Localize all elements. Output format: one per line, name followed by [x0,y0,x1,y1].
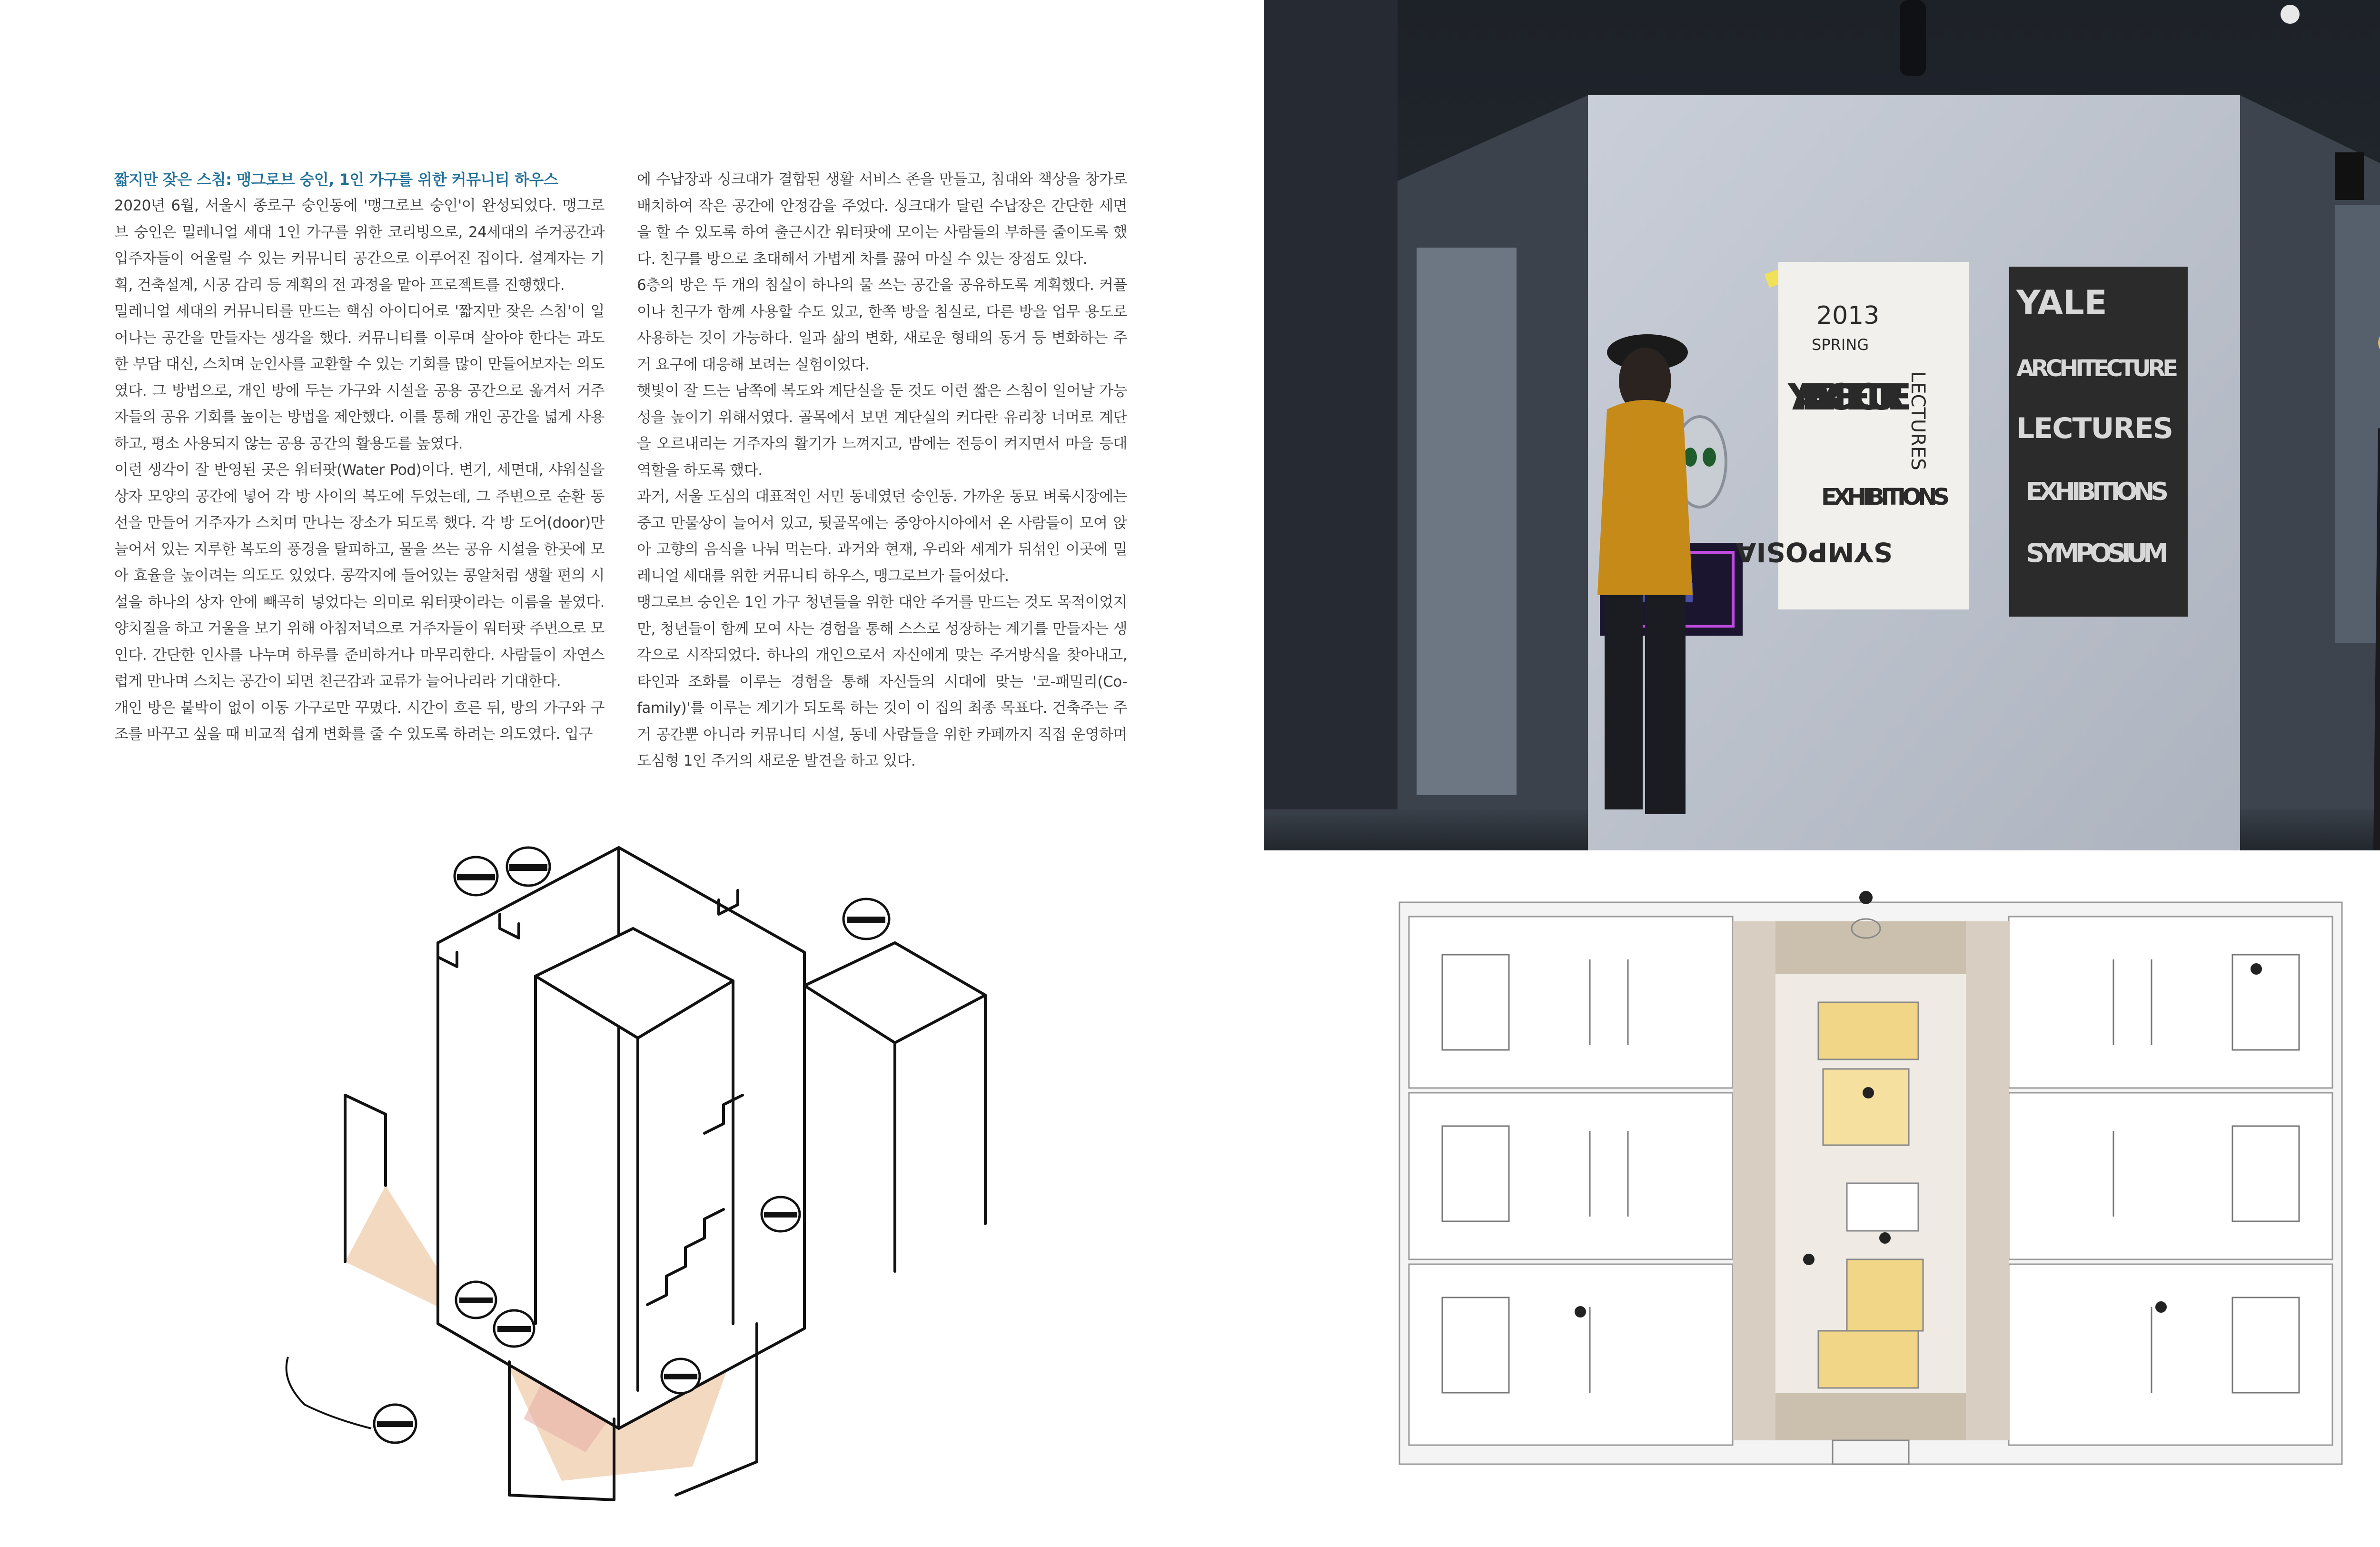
poster-left-season: SPRING [1812,336,1869,354]
paragraph: 6층의 방은 두 개의 침실이 하나의 물 쓰는 공간을 공유하도록 계획했다. 커플이나 친구가 함께 사용할 수도 있고, 한쪽 방을 침실로, 다른 방을 업무 용도로 사용하는 것이 가능하다. 일과 삶의 변화, 새로운 형태의 동거 등 변화하는 주거 요구에 대응해 보려는 실험이었다. [637,277,1127,373]
building-sketch-illustration [276,819,1047,1514]
poster-left-year: 2013 [1816,301,1880,330]
poster-right-line: ARCHITECTURE [2016,355,2178,382]
floor-plan-illustration [1390,888,2351,1478]
article-heading: 짧지만 잦은 스침: 맹그로브 숭인, 1인 가구를 위한 커뮤니티 하우스 [114,170,558,189]
paragraph: 개인 방은 붙박이 없이 이동 가구로만 꾸몄다. 시간이 흐른 뒤, 방의 가구와 구조를 바꾸고 싶을 때 비교적 쉽게 변화를 줄 수 있도록 하려는 의도였다. 입구 [114,699,605,743]
paragraph: 에 수납장과 싱크대가 결합된 생활 서비스 존을 만들고, 침대와 책상을 창가로 배치하여 작은 공간에 안정감을 주었다. 싱크대가 달린 수납장은 간단한 세면을 할 수 있도록 하여 출근시간 워터팟에 모이는 사람들의 부하를 줄이도록 했다. 친구를 방으로 초대해서 가볍게 차를 끓여 마실 수 있는 장점도 있다. [637,171,1127,268]
poster-left-side: LECTURES [1907,371,1929,470]
paragraph: 햇빛이 잘 드는 남쪽에 복도와 계단실을 둔 것도 이런 짧은 스침이 일어날 가능성을 높이기 위해서였다. 골목에서 보면 계단실의 커다란 유리창 너머로 계단을 오르내리는 거주자의 활기가 느껴지고, 밤에는 전등이 켜지면서 마을 등대 역할을 하도록 했다. [637,382,1127,479]
paragraph: 밀레니얼 세대의 커뮤니티를 만드는 핵심 아이디어로 '짧지만 잦은 스침'이 일어나는 공간을 만들자는 생각을 했다. 커뮤니티를 이루며 살아야 한다는 과도한 부담 대신, 스치며 눈인사를 교환할 수 있는 기회를 많이 만들어보자는 의도였다. 그 방법으로, 개인 방에 두는 가구와 시설을 공용 공간으로 옮겨서 거주자들의 공유 기회를 높이는 방법을 제안했다. 이를 통해 개인 공간을 넓게 사용하고, 평소 사용되지 않는 공용 공간의 활용도를 높였다. [114,303,605,452]
paragraph: 과거, 서울 도심의 대표적인 서민 동네였던 숭인동. 가까운 동묘 벼룩시장에는 중고 만물상이 늘어서 있고, 뒷골목에는 중앙아시아에서 온 사람들이 모여 앉아 고향의 음식을 나눠 먹는다. 과거와 현재, 우리와 세계가 뒤섞인 이곳에 밀레니얼 세대를 위한 커뮤니티 하우스, 맹그로브가 들어섰다. [637,488,1127,585]
article-column-left [114,167,605,748]
paragraph: 맹그로브 숭인은 1인 가구 청년들을 위한 대안 주거를 만드는 것도 목적이었지만, 청년들이 함께 모여 사는 경험을 통해 스스로 성장하는 계기를 만들자는 생각으로 시작되었다. 하나의 개인으로서 자신에게 맞는 주거방식을 찾아내고, 타인과 조화를 이루는 경험을 통해 자신들의 시대에 맞는 '코-패밀리(Co-family)'를 이루는 계기가 되도록 하는 것이 이 집의 최종 목표다. 건축주는 주거 공간뿐 아니라 커뮤니티 시설, 동네 사람들을 위한 카페까지 직접 운영하며 도심형 1인 주거의 새로운 발견을 하고 있다. [637,594,1127,769]
poster-left-mid: EXHIBITIONS [1821,484,1950,510]
poster-right-line: YALE [2016,283,2107,322]
poster-left-title: YALE ARCHITECTURE [1788,376,1912,418]
article-column-right [637,167,1127,775]
paragraph: 이런 생각이 잘 반영된 곳은 워터팟(Water Pod)이다. 변기, 세면대, 샤워실을 상자 모양의 공간에 넣어 각 방 사이의 복도에 두었는데, 그 주변으로 순환 동선을 만들어 거주자가 스치며 만나는 장소가 되도록 했다. 각 방 도어(door)만 늘어서 있는 지루한 복도의 풍경을 탈피하고, 물을 쓰는 공유 시설을 한곳에 모아 효율을 높이려는 의도도 있었다. 콩깍지에 들어있는 콩알처럼 생활 편의 시설을 하나의 상자 안에 빼곡히 넣었다는 의미로 워터팟이라는 이름을 붙였다. 양치질을 하고 거울을 보기 위해 아침저녁으로 거주자들이 워터팟 주변으로 모인다. 간단한 인사를 나누며 하루를 준비하거나 마무리한다. 사람들이 자연스럽게 만나며 스치는 공간이 되면 친근감과 교류가 늘어나리라 기대한다. [114,461,605,690]
paragraph: 2020년 6월, 서울시 종로구 숭인동에 '맹그로브 숭인'이 완성되었다. 맹그로브 숭인은 밀레니얼 세대 1인 가구를 위한 코리빙으로, 24세대의 주거공간과 입주자들이 어울릴 수 있는 커뮤니티 공간으로 이루어진 집이다. 설계자는 기획, 건축설계, 시공 감리 등 계획의 전 과정을 맡아 프로젝트를 진행했다. [114,197,605,294]
poster-right-line: SYMPOSIUM [2026,538,2169,568]
poster-right-line: EXHIBITIONS [2026,478,2169,506]
poster-left-bottom: SYMPOSIA [1735,536,1893,567]
poster-right-line: LECTURES [2016,412,2173,445]
exhibition-photo [1264,0,2380,850]
